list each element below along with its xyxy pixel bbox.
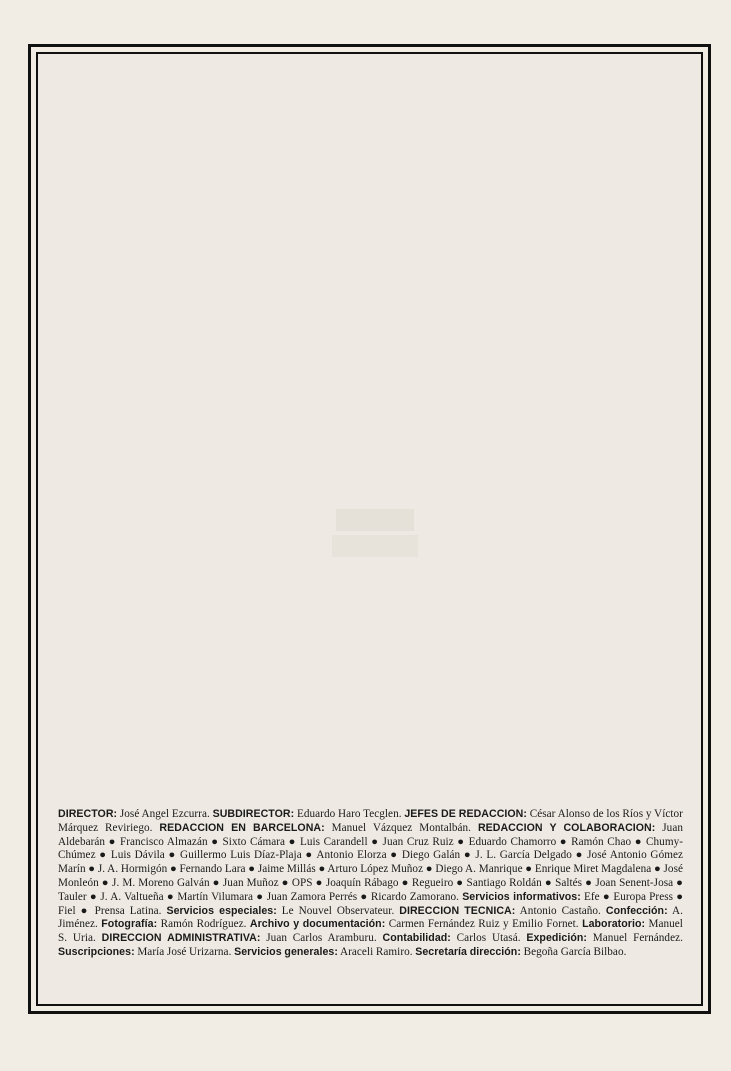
credit-role: Archivo y documentación bbox=[249, 918, 382, 931]
credit-colon: : bbox=[273, 904, 277, 917]
credit-colon: : bbox=[290, 808, 295, 820]
credit-role: Servicios informativos bbox=[462, 890, 578, 903]
credit-names: Juan Carlos Aramburu. bbox=[266, 932, 377, 945]
credit-role: DIRECCION ADMINISTRATIVA bbox=[101, 932, 257, 945]
credit-role: JEFES DE REDACCION bbox=[404, 808, 524, 820]
credit-colon: : bbox=[113, 808, 118, 820]
credit-colon: : bbox=[517, 945, 521, 958]
staff-credits bbox=[58, 808, 683, 960]
credit-names: Manuel Fernández. bbox=[592, 932, 683, 945]
credit-names: Antonio Castaño. bbox=[519, 904, 601, 917]
credit-colon: : bbox=[511, 904, 516, 917]
credit-role: Contabilidad bbox=[382, 932, 448, 945]
credit-colon: : bbox=[381, 918, 386, 931]
credit-colon: : bbox=[651, 821, 656, 834]
credit-names: María José Urizarna. bbox=[137, 945, 232, 958]
credit-colon: : bbox=[447, 932, 451, 945]
credit-role: Secretaría dirección bbox=[415, 945, 518, 958]
credit-colon: : bbox=[321, 821, 325, 834]
credit-role: DIRECTOR bbox=[58, 808, 114, 820]
credit-role: Suscripciones bbox=[58, 945, 132, 958]
credit-names: Manuel S. Uria. bbox=[58, 918, 683, 945]
credit-names: Manuel Vázquez Montalbán. bbox=[331, 821, 472, 834]
credit-names: Carmen Fernández Ruiz y Emilio Fornet. bbox=[388, 918, 579, 931]
credit-role: DIRECCION TECNICA bbox=[399, 904, 512, 917]
bleed-shape bbox=[330, 505, 420, 561]
credit-colon: : bbox=[153, 918, 158, 931]
show-through-bleed bbox=[330, 505, 420, 561]
credit-role: REDACCION Y COLABORACION bbox=[477, 821, 652, 834]
credit-names: César Alonso de los Ríos y Víctor Márquez Reviriego. bbox=[58, 808, 683, 834]
credit-role: Confección bbox=[605, 904, 665, 917]
credit-names: Eduardo Haro Tecglen. bbox=[296, 808, 402, 820]
credit-colon: : bbox=[583, 932, 587, 945]
credit-colon: : bbox=[641, 918, 646, 931]
credit-colon: : bbox=[131, 945, 135, 958]
credit-colon: : bbox=[256, 932, 261, 945]
credit-names: Begoña García Bilbao. bbox=[523, 945, 627, 958]
credit-names: José Angel Ezcurra. bbox=[119, 808, 210, 820]
credit-names: Juan Aldebarán ● Francisco Almazán ● Sixto Cámara ● Luis Carandell ● Juan Cruz Ruiz ● Eduardo Chamorro ● Ramón Chao ● Chumy-Chúmez ● Luis Dávila ● Guillermo Luis Díaz-Plaja ● Antonio Elorza ● Diego Galán ● J. L. García Delgado ● José Antonio Gómez Marín ● J. A. Hormigón ● Fernando Lara ● Jaime Millás ● Arturo López Muñoz ● Diego A. Manrique ● Enrique Miret Magdalena ● José Monleón ● J. M. Moreno Galván ● Juan Muñoz ● OPS ● Joaquín Rábago ● Regueiro ● Santiago Roldán ● Saltés ● Joan Senent-Josa ● Tauler ● J. A. Valtueña ● Martín Vilumara ● Juan Zamora Perrés ● Ricardo Zamorano. bbox=[58, 821, 683, 903]
credit-colon: : bbox=[577, 890, 581, 903]
credit-names: Le Nouvel Observateur. bbox=[281, 904, 395, 917]
credit-role: Fotografía bbox=[101, 918, 154, 931]
credit-role: Servicios generales bbox=[234, 945, 335, 958]
credit-role: Servicios especiales bbox=[166, 904, 274, 917]
credit-role: SUBDIRECTOR bbox=[212, 808, 291, 820]
credit-names: Ramón Rodríguez. bbox=[160, 918, 247, 931]
credit-role: REDACCION EN BARCELONA bbox=[159, 821, 322, 834]
credit-colon: : bbox=[523, 808, 527, 820]
credit-role: Expedición bbox=[526, 932, 584, 945]
credit-names: Carlos Utasá. bbox=[456, 932, 521, 945]
credit-names: Efe ● Europa Press ● Fiel ● Prensa Latina. bbox=[58, 890, 684, 917]
credit-names: Araceli Ramiro. bbox=[339, 945, 413, 958]
credit-names: A. Jiménez. bbox=[58, 904, 683, 931]
credit-colon: : bbox=[664, 904, 668, 917]
credit-colon: : bbox=[334, 945, 338, 958]
credit-role: Laboratorio bbox=[582, 918, 642, 931]
